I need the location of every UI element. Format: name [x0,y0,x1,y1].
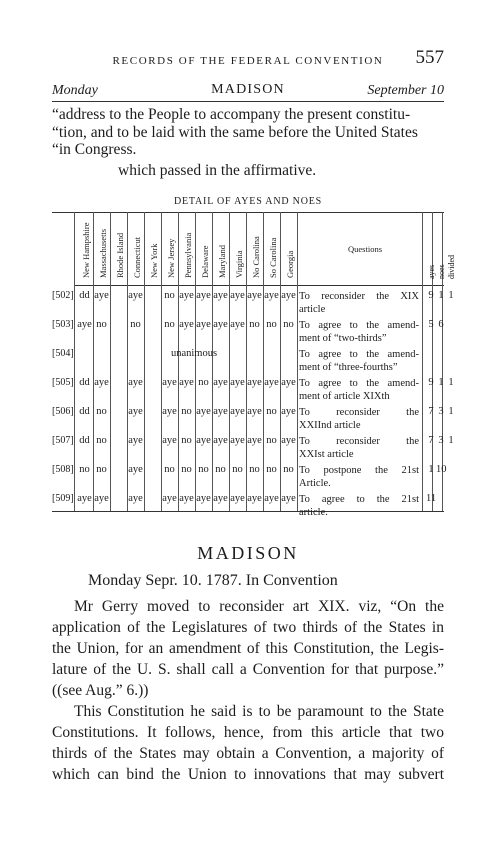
state-name: Delaware [200,245,210,278]
tally-label: noes [437,264,446,279]
table-row [52,491,444,523]
vote-cell: no [79,464,90,475]
body-line: which can bind the Union to innovations that may subvert [52,766,444,783]
table-header-rule [74,285,444,286]
state-column-header [212,214,229,284]
body-line: ((see Aug.” 6.)) [52,682,149,699]
state-column-header [229,214,246,284]
question-line: To agree to the 21st [299,494,419,505]
vote-cell: no [266,435,277,446]
state-column-header [178,214,195,284]
vote-cell: no [266,406,277,417]
dateline: Monday Sepr. 10. 1787. In Convention [88,572,338,589]
state-name: Rhode Island [115,232,125,278]
question-cell [299,406,419,432]
vote-cell: no [96,319,107,330]
state-name: Virginia [234,250,244,278]
vote-cell: aye [213,377,228,388]
vote-number: [503] [52,319,74,330]
question-line: To agree to the amend- [299,320,419,331]
vote-number: [504] [52,348,74,359]
vote-cell: dd [79,406,90,417]
vote-cell: aye [281,435,296,446]
question-cell [299,348,419,374]
vote-cell: no [181,406,192,417]
vote-cell: aye [213,435,228,446]
vote-cell: aye [247,406,262,417]
vote-cell: aye [128,290,143,301]
vote-number: [509] [52,493,74,504]
vote-cell: aye [281,493,296,504]
subhead [52,81,444,101]
vote-cell: aye [162,435,177,446]
question-line: article [299,304,326,315]
quote-line: “in Congress. [52,141,137,158]
table-row [52,288,454,320]
state-column-header [93,214,110,284]
question-line: To agree to the amend- [299,349,419,360]
question-line: XXIst article [299,449,354,460]
vote-cell: aye [213,290,228,301]
question-line: To agree to the amend- [299,378,419,389]
vote-cell: aye [264,290,279,301]
question-cell [299,377,419,403]
tally-noes: 1 [438,290,444,301]
quote-line: “address to the People to accompany the present constitu- [52,106,411,123]
vote-cell: dd [79,377,90,388]
question-cell [299,464,419,490]
vote-cell: aye [162,377,177,388]
vote-cell: no [266,464,277,475]
state-column-header [76,214,93,284]
vote-cell: aye [196,319,211,330]
vote-cell: aye [179,377,194,388]
state-name: New Hampshire [81,222,91,278]
body-line: Constitutions. It follows, hence, from this article that two [52,724,444,741]
vote-cell: aye [230,493,245,504]
state-column-header [144,214,161,284]
question-cell [299,493,419,519]
state-column-header [280,214,297,284]
quote-line: “tion, and to be laid with the same before the United States [52,123,418,141]
state-name: Connecticut [132,236,142,278]
vote-cell: no [198,464,209,475]
vote-cell: aye [213,406,228,417]
body-line: lature of the U. S. shall call a Convention for that purpose.” [52,661,444,678]
questions-header: Questions [348,244,382,254]
vote-cell: no [283,464,294,475]
vote-cell: aye [264,493,279,504]
tally-ayes: 5 [428,319,434,330]
tally-divided: 1 [448,377,454,388]
question-line: article. [299,507,328,518]
tally-noes: 1 [438,377,444,388]
tally-ayes: 7 [428,406,434,417]
state-column-header [127,214,144,284]
vote-cell: aye [281,290,296,301]
subhead-date: September 10 [367,83,444,98]
vote-cell: no [96,464,107,475]
vote-cell: aye [230,377,245,388]
question-cell [299,290,419,316]
tally-label: ayes [427,264,436,279]
state-name: No Carolina [251,236,261,278]
vote-cell: no [249,319,260,330]
tally-divided: 1 [448,290,454,301]
vote-cell: aye [162,406,177,417]
vote-cell: aye [213,319,228,330]
affirmative-note: which passed in the affirmative. [118,162,317,179]
vote-cell: no [181,464,192,475]
body-line: thirds of the States may obtain a Convention, a majority of [52,745,444,762]
question-line: To reconsider the [299,407,419,418]
subhead-author: MADISON [211,82,285,97]
subhead-day: Monday [52,83,98,98]
vote-cell: aye [77,319,92,330]
question-line: ment of article XIXth [299,391,390,402]
table-row [52,346,444,378]
state-column-header [263,214,280,284]
quote-paragraph [52,106,444,159]
vote-cell: aye [128,464,143,475]
tally-column-header [436,214,446,284]
vote-cell: aye [247,377,262,388]
question-line: XXIInd article [299,420,361,431]
question-line: To postpone the 21st [299,465,419,476]
vote-cell: aye [196,290,211,301]
table-row [52,375,454,407]
unanimous-note: unanimous [170,348,218,359]
vote-cell: aye [230,435,245,446]
vote-cell: aye [94,377,109,388]
vote-cell: aye [247,435,262,446]
vote-cell: no [266,319,277,330]
vote-cell: aye [247,493,262,504]
tally-noes: 3 [438,435,444,446]
vote-cell: no [215,464,226,475]
vote-cell: no [96,435,107,446]
vote-cell: no [164,290,175,301]
question-line: ment of “two-thirds” [299,333,387,344]
vote-cell: no [283,319,294,330]
tally-divided: 1 [448,406,454,417]
vote-cell: aye [281,377,296,388]
running-head-title: RECORDS OF THE FEDERAL CONVENTION [112,55,384,67]
tally-ayes: 9 [428,290,434,301]
vote-cell: aye [128,406,143,417]
vote-cell: dd [79,435,90,446]
document-page [52,0,456,865]
tally-noes: 3 [438,406,444,417]
state-name: Pennsylvania [183,232,193,278]
state-column-header [161,214,178,284]
tally-ayes: 1 [428,464,434,475]
vote-cell: no [249,464,260,475]
table-row [52,462,447,494]
tally-ayes: 9 [428,377,434,388]
vote-number: [508] [52,464,74,475]
state-name: New York [149,243,159,278]
tally-divided: 1 [448,435,454,446]
state-name: Georgia [285,250,295,278]
vote-cell: no [181,435,192,446]
vote-cell: aye [77,493,92,504]
vote-cell: aye [94,290,109,301]
header-rule [52,101,444,102]
vote-cell: aye [94,493,109,504]
state-name: New Jersey [166,238,176,278]
question-line: ment of “three-fourths” [299,362,398,373]
vote-cell: aye [213,493,228,504]
question-cell [299,319,419,345]
tally-column-header [426,214,436,284]
vote-cell: aye [179,319,194,330]
vote-number: [505] [52,377,74,388]
vote-number: [502] [52,290,74,301]
vote-cell: aye [281,406,296,417]
vote-cell: aye [196,435,211,446]
question-line: Article. [299,478,331,489]
vote-cell: no [232,464,243,475]
vote-cell: aye [230,290,245,301]
vote-cell: aye [264,377,279,388]
tally-noes: 6 [438,319,444,330]
question-cell [299,435,419,461]
vote-cell: no [198,377,209,388]
vote-cell: aye [196,406,211,417]
vote-cell: no [164,464,175,475]
body-line: application of the Legislatures of two thirds of the States in [52,619,444,636]
section-title: MADISON [197,543,299,563]
table-row [52,433,454,465]
table-caption: DETAIL OF AYES AND NOES [174,196,322,207]
vote-cell: aye [128,377,143,388]
table-row [52,404,454,436]
state-column-header [110,214,127,284]
vote-cell: aye [230,319,245,330]
body-line: the Union, for an amendment of this Constitution, the Legis- [52,640,444,657]
vote-cell: aye [128,493,143,504]
tally-label: divided [447,255,456,279]
vote-number: [506] [52,406,74,417]
body-paragraph [52,596,444,785]
question-line: To reconsider the [299,436,419,447]
tally-ayes: 7 [428,435,434,446]
state-name: So Carolina [268,237,278,278]
question-line: To reconsider the XIX [299,291,419,302]
tally-noes: 10 [436,464,447,475]
page-number: 557 [415,47,444,68]
vote-cell: aye [196,493,211,504]
body-line: This Constitution he said is to be paramount to the State [74,703,444,720]
vote-cell: dd [79,290,90,301]
vote-cell: aye [247,290,262,301]
vote-cell: aye [162,493,177,504]
vote-number: [507] [52,435,74,446]
vote-cell: aye [128,435,143,446]
vote-cell: no [96,406,107,417]
body-line: Mr Gerry moved to reconsider art XIX. viz, “On the [74,598,444,615]
vote-cell: aye [179,493,194,504]
vote-cell: aye [179,290,194,301]
tally-ayes: 11 [426,493,437,504]
running-head [52,47,444,71]
vote-cell: no [130,319,141,330]
state-name: Maryland [217,244,227,278]
state-name: Massachusetts [98,228,108,278]
table-row [52,317,444,349]
vote-cell: aye [230,406,245,417]
vote-cell: no [164,319,175,330]
state-column-header [246,214,263,284]
tally-column-header [446,214,456,284]
state-column-header [195,214,212,284]
